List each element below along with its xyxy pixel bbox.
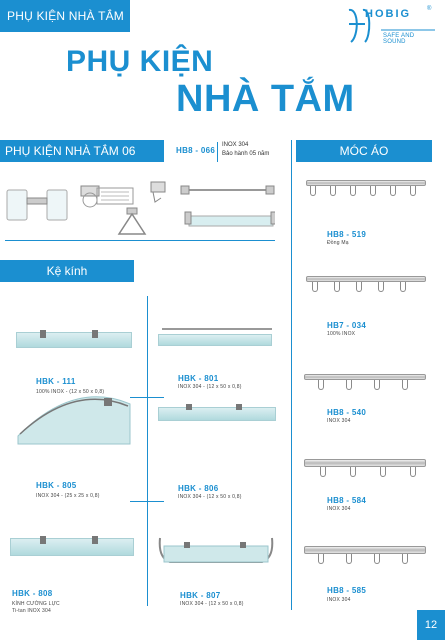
glass-shelf-image: [158, 334, 272, 346]
shelf-bracket: [92, 330, 98, 338]
glass-shelf-image: [158, 407, 276, 421]
hook-image: [310, 186, 316, 196]
set-warranty: Bảo hành 05 năm: [222, 151, 270, 157]
set-code: HB8 - 066: [176, 146, 216, 155]
shelf-bracket: [40, 536, 46, 544]
shelf-rail: [162, 328, 272, 330]
railed-glass-shelf-image: [154, 528, 278, 572]
hook-desc: 100% INOX: [327, 331, 356, 337]
corner-glass-shelf-image: [14, 394, 136, 450]
glass-shelf-image: [10, 538, 134, 556]
shelf-desc-2: Ti-tan INOX 304: [12, 608, 51, 614]
hook-desc: INOX 304: [327, 506, 351, 512]
hook-image: [380, 467, 386, 477]
shelf-code: HBK - 807: [180, 591, 221, 600]
hook-image: [400, 282, 406, 292]
hook-code: HB8 - 519: [327, 230, 367, 239]
hook-image: [374, 554, 380, 564]
logo-brand: HOBIG: [365, 8, 412, 20]
shelf-code: HBK - 111: [36, 377, 76, 386]
shelf-grid-divider: [147, 296, 148, 606]
hook-image: [410, 467, 416, 477]
hook-image: [318, 380, 324, 390]
shelf-section-title: Kệ kính: [0, 260, 134, 282]
logo-registered: ®: [427, 6, 432, 12]
shelf-desc: INOX 304 - (25 x 25 x 0,8): [36, 493, 100, 499]
hook-code: HB8 - 540: [327, 408, 367, 417]
hook-image: [402, 380, 408, 390]
set-divider: [217, 142, 218, 162]
shelf-code: HBK - 806: [178, 484, 219, 493]
hook-image: [334, 282, 340, 292]
page-number: 12: [417, 610, 445, 640]
hooks-section-title: MÓC ÁO: [296, 140, 432, 162]
hook-image: [402, 554, 408, 564]
hook-image: [374, 380, 380, 390]
hooks-divider: [291, 140, 292, 610]
set-section-title: PHỤ KIỆN NHÀ TẮM 06 MÓN: [0, 140, 164, 162]
shelf-desc: KÍNH CƯỜNG LỰC: [12, 601, 60, 607]
hook-code: HB7 - 034: [327, 321, 367, 330]
set-material: INOX 304: [222, 142, 249, 148]
hook-rack-image: [306, 276, 426, 282]
header-tab: PHỤ KIỆN NHÀ TẮM: [0, 0, 130, 32]
shelf-grid-tick: [130, 501, 164, 502]
brand-logo: [345, 6, 437, 46]
shelf-desc: INOX 304 - (12 x 50 x 0,8): [178, 494, 242, 500]
shelf-desc: 100% INOX - (12 x 50 x 0,8): [36, 389, 105, 395]
shelf-bracket: [236, 404, 242, 410]
shelf-desc: INOX 304 - (12 x 50 x 0,8): [178, 384, 242, 390]
hook-image: [350, 467, 356, 477]
hook-desc: Đồng Mạ: [327, 240, 349, 246]
accessory-set-image: [5, 180, 275, 236]
hook-image: [318, 554, 324, 564]
shelf-bracket: [92, 536, 98, 544]
shelf-desc: INOX 304 - (12 x 50 x 0,8): [180, 601, 244, 607]
shelf-bracket: [40, 330, 46, 338]
shelf-code: HBK - 808: [12, 589, 53, 598]
hook-image: [410, 186, 416, 196]
hook-code: HB8 - 584: [327, 496, 367, 505]
hook-image: [350, 186, 356, 196]
hook-rack-image: [304, 546, 426, 554]
hook-image: [370, 186, 376, 196]
hook-rack-image: [306, 180, 426, 186]
shelf-code: HBK - 801: [178, 374, 219, 383]
hook-desc: INOX 304: [327, 597, 351, 603]
hook-image: [378, 282, 384, 292]
page-title-line1: PHỤ KIỆN: [66, 45, 214, 78]
hook-image: [312, 282, 318, 292]
hook-image: [356, 282, 362, 292]
glass-shelf-image: [16, 332, 132, 348]
hook-code: HB8 - 585: [327, 586, 367, 595]
hook-rack-image: [304, 459, 426, 467]
page-title-line2: NHÀ TẮM: [176, 78, 355, 120]
hook-image: [346, 380, 352, 390]
hook-image: [390, 186, 396, 196]
shelf-bracket: [186, 404, 192, 410]
hook-image: [346, 554, 352, 564]
shelf-code: HBK - 805: [36, 481, 77, 490]
hook-image: [330, 186, 336, 196]
logo-tagline: SAFE AND SOUND: [383, 33, 415, 45]
hook-image: [320, 467, 326, 477]
set-bottom-rule: [5, 240, 275, 241]
hook-desc: INOX 304: [327, 418, 351, 424]
